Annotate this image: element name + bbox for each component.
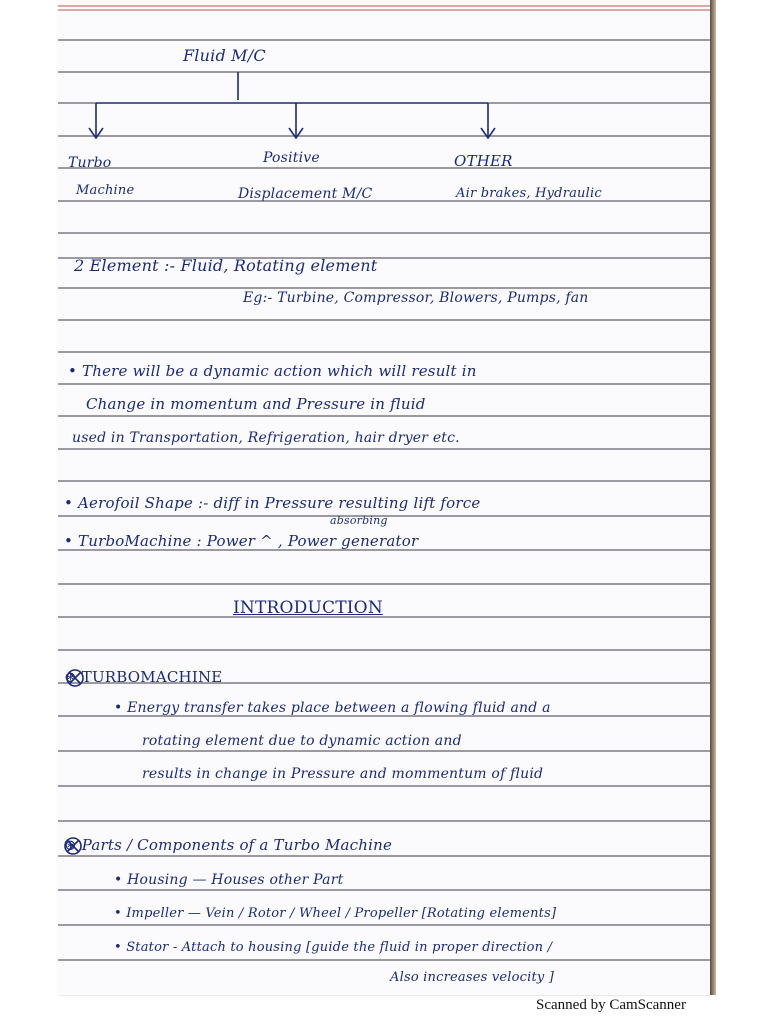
tree-connectors <box>89 72 495 138</box>
dynamic-action-line1: • There will be a dynamic action which will result in <box>68 362 477 380</box>
elements-line1: 2 Element :- Fluid, Rotating element <box>74 256 378 275</box>
aerofoil-insert: absorbing <box>330 514 388 527</box>
scanner-watermark: Scanned by CamScanner <box>536 997 686 1013</box>
elements-line2: Eg:- Turbine, Compressor, Blowers, Pumps, fan <box>243 290 589 306</box>
page-edge-shadow <box>710 0 716 995</box>
parts-item-impeller: • Impeller — Vein / Rotor / Wheel / Propeller [Rotating elements] <box>114 906 557 921</box>
turbomachine-line2: rotating element due to dynamic action and <box>142 733 462 749</box>
branch-other-line2: Air brakes, Hydraulic <box>456 186 602 201</box>
aerofoil-line1: • Aerofoil Shape :- diff in Pressure resulting lift force <box>64 494 481 512</box>
turbomachine-heading: ⊛ TURBOMACHINE <box>64 668 223 686</box>
aerofoil-line2: • TurboMachine : Power ^ , Power generator <box>64 532 419 550</box>
branch-positive-line1: Positive <box>263 150 320 166</box>
branch-turbo-line1: Turbo <box>68 155 112 171</box>
diagram-title: Fluid M/C <box>183 46 266 65</box>
parts-item-housing: • Housing — Houses other Part <box>114 872 344 888</box>
turbomachine-line1: • Energy transfer takes place between a flowing fluid and a <box>114 700 551 716</box>
branch-turbo-line2: Machine <box>76 183 135 198</box>
introduction-heading: INTRODUCTION <box>233 598 383 618</box>
parts-item-stator-cont: Also increases velocity ] <box>390 970 555 985</box>
branch-other-line1: OTHER <box>454 152 513 170</box>
dynamic-action-line2: Change in momentum and Pressure in fluid <box>86 395 426 413</box>
parts-item-stator: • Stator - Attach to housing [guide the fluid in proper direction / <box>114 940 553 955</box>
branch-positive-line2: Displacement M/C <box>238 186 373 202</box>
dynamic-action-line3: used in Transportation, Refrigeration, hair dryer etc. <box>72 430 460 446</box>
asterisk-bullet-icons <box>65 670 83 854</box>
parts-heading: ⊛ Parts / Components of a Turbo Machine <box>64 836 393 854</box>
turbomachine-line3: results in change in Pressure and mommentum of fluid <box>142 766 544 782</box>
notebook-page <box>58 0 710 995</box>
